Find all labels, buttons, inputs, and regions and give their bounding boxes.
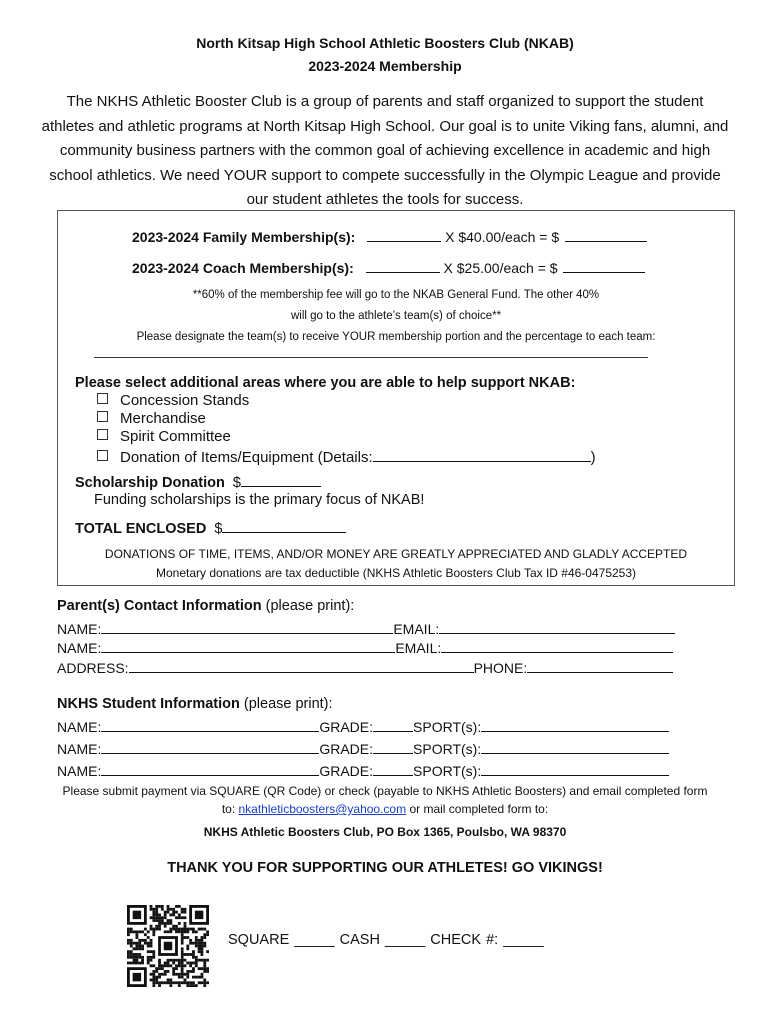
family-total-field[interactable]: [565, 228, 647, 242]
coach-membership-row: [132, 259, 645, 276]
option-spirit-committee[interactable]: [97, 428, 231, 445]
student-row-1: [57, 717, 669, 735]
student-row-2: [57, 739, 669, 757]
student-sport-field-3[interactable]: [481, 761, 669, 776]
total-amount-field[interactable]: [222, 517, 346, 533]
family-quantity-field[interactable]: [367, 228, 441, 242]
total-row: [75, 517, 346, 537]
parent-heading-label: Parent(s) Contact Information: [57, 598, 262, 614]
parent-row-2: [57, 638, 673, 656]
designate-teams-field[interactable]: [94, 357, 648, 358]
payment-line-1: Please submit payment via SQUARE (QR Code) or check (payable to NKHS Athletic Boosters) and email completed form: [62, 784, 708, 798]
coach-membership-label: 2023-2024 Coach Membership(s):: [132, 260, 354, 276]
method-square[interactable]: SQUARE _____: [228, 932, 335, 948]
parent-heading-note: (please print):: [265, 598, 355, 614]
sport-label: SPORT(s):: [413, 741, 482, 757]
parent-name-field-1[interactable]: [101, 619, 393, 634]
name-label: NAME:: [57, 621, 102, 637]
intro-paragraph: The NKHS Athletic Booster Club is a group of parents and staff organized to support the student athletes and athletic programs at North Kitsap High School. Our goal is to unite Viking fans, alumni, and community business partners with the common goal of achieving excellence in academic and high school athletics. We need YOUR support to compete successfully in the Olympic League and provide our student athletes the tools for success.: [41, 93, 729, 208]
coach-price-text: X $25.00/each = $: [443, 260, 558, 276]
parent-name-field-2[interactable]: [101, 638, 395, 653]
family-membership-row: [132, 228, 647, 245]
parent-email-field-2[interactable]: [441, 638, 673, 653]
address-field[interactable]: [129, 658, 474, 673]
name-label: NAME:: [57, 741, 102, 757]
option-merchandise[interactable]: [97, 410, 206, 427]
student-name-field-2[interactable]: [101, 739, 319, 754]
option-label: Concession Stands: [120, 392, 250, 409]
mailing-address: NKHS Athletic Boosters Club, PO Box 1365, Poulsbo, WA 98370: [203, 825, 567, 839]
document-title: North Kitsap High School Athletic Boosters Club (NKAB): [196, 35, 574, 51]
payment-methods: [228, 932, 544, 948]
scholarship-label: Scholarship Donation: [75, 475, 225, 491]
phone-label: PHONE:: [473, 660, 528, 676]
student-heading: [57, 696, 333, 712]
details-close: ): [590, 449, 596, 466]
parent-email-field-1[interactable]: [439, 619, 675, 634]
checkbox-icon[interactable]: [97, 411, 108, 422]
payment-line-2-rest: or mail completed form to:: [409, 802, 549, 816]
total-label: TOTAL ENCLOSED: [75, 521, 207, 537]
sport-label: SPORT(s):: [413, 719, 482, 735]
membership-note-1: **60% of the membership fee will go to the NKAB General Fund. The other 40%: [192, 289, 600, 301]
total-dollar: $: [214, 521, 223, 537]
method-check[interactable]: CHECK #: _____: [430, 932, 544, 948]
address-label: ADDRESS:: [57, 660, 129, 676]
student-grade-field-2[interactable]: [373, 739, 413, 754]
parent-row-1: [57, 619, 675, 637]
checkbox-icon[interactable]: [97, 429, 108, 440]
email-label: EMAIL:: [395, 640, 442, 656]
parent-row-3: [57, 658, 673, 676]
family-membership-label: 2023-2024 Family Membership(s):: [132, 229, 356, 245]
scholarship-amount-field[interactable]: [241, 471, 321, 487]
square-qr-code-icon[interactable]: [127, 905, 209, 987]
booster-email-link[interactable]: nkathleticboosters@yahoo.com: [238, 802, 407, 816]
support-heading: Please select additional areas where you are able to help support NKAB:: [75, 375, 576, 391]
grade-label: GRADE:: [319, 741, 374, 757]
student-name-field-3[interactable]: [101, 761, 319, 776]
scholarship-note: Funding scholarships is the primary focus of NKAB!: [94, 492, 425, 508]
student-row-3: [57, 761, 669, 779]
student-grade-field-1[interactable]: [373, 717, 413, 732]
coach-quantity-field[interactable]: [366, 259, 440, 273]
donations-line-2: Monetary donations are tax deductible (NKHS Athletic Boosters Club Tax ID #46-0475253): [155, 566, 637, 580]
student-heading-note: (please print):: [243, 696, 333, 712]
coach-total-field[interactable]: [563, 259, 645, 273]
student-sport-field-1[interactable]: [481, 717, 669, 732]
scholarship-row: [75, 471, 321, 491]
phone-field[interactable]: [527, 658, 673, 673]
sport-label: SPORT(s):: [413, 763, 482, 779]
option-concession[interactable]: [97, 392, 249, 409]
checkbox-icon[interactable]: [97, 450, 108, 461]
designate-teams-text: Please designate the team(s) to receive YOUR membership portion and the percentage to each team:: [136, 331, 656, 343]
checkbox-icon[interactable]: [97, 393, 108, 404]
option-label: Merchandise: [120, 410, 206, 427]
membership-box: [57, 210, 735, 586]
family-price-text: X $40.00/each = $: [445, 229, 560, 245]
thank-you-banner: THANK YOU FOR SUPPORTING OUR ATHLETES! GO VIKINGS!: [167, 860, 603, 876]
student-sport-field-2[interactable]: [481, 739, 669, 754]
name-label: NAME:: [57, 763, 102, 779]
student-grade-field-3[interactable]: [373, 761, 413, 776]
donation-details-field[interactable]: [373, 446, 591, 462]
student-name-field-1[interactable]: [101, 717, 319, 732]
payment-to: to:: [221, 802, 236, 816]
payment-line-2: [0, 802, 770, 816]
name-label: NAME:: [57, 640, 102, 656]
grade-label: GRADE:: [319, 763, 374, 779]
option-donation-items[interactable]: [97, 446, 596, 466]
membership-note-2: will go to the athlete’s team(s) of choice**: [290, 310, 502, 322]
scholarship-dollar: $: [232, 475, 241, 491]
student-heading-label: NKHS Student Information: [57, 696, 240, 712]
donations-line-1: DONATIONS OF TIME, ITEMS, AND/OR MONEY ARE GREATLY APPRECIATED AND GLADLY ACCEPTED: [104, 547, 688, 561]
email-label: EMAIL:: [393, 621, 440, 637]
method-cash[interactable]: CASH _____: [339, 932, 426, 948]
option-label: Donation of Items/Equipment (Details:: [120, 449, 373, 466]
name-label: NAME:: [57, 719, 102, 735]
grade-label: GRADE:: [319, 719, 374, 735]
parent-heading: [57, 598, 354, 614]
option-label: Spirit Committee: [120, 428, 231, 445]
document-subtitle: 2023-2024 Membership: [308, 58, 462, 74]
